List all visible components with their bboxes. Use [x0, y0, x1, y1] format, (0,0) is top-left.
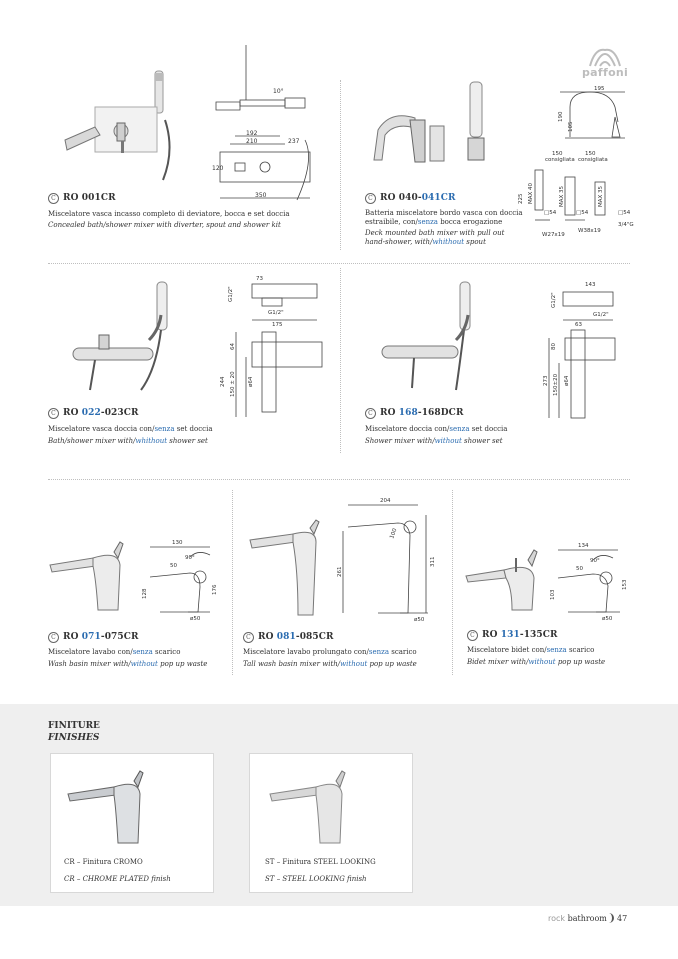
tech-drawing-ro081 [338, 495, 438, 625]
divider [340, 80, 341, 250]
dim-label: MAX 35 [598, 185, 604, 207]
product-photo-ro081 [248, 520, 328, 620]
product-code: C RO 131-135CR [467, 630, 558, 641]
product-desc-en: Deck mounted bath mixer with pull out hand-shower, with/whithout spout [365, 229, 505, 246]
dim-label: MAX 35 [559, 185, 565, 207]
finish-card-chrome [50, 753, 214, 893]
logo-mark-icon [580, 46, 630, 68]
finishes-title-en: FINISHES [48, 733, 100, 743]
divider [48, 479, 630, 480]
dim-label: ø50 [602, 616, 613, 622]
dim-label: 237 [288, 138, 300, 145]
finishes-title: FINITURE [48, 721, 100, 731]
dim-label: 90° [590, 558, 600, 564]
product-photo-ro001 [55, 65, 185, 185]
dim-label: 175 [272, 322, 283, 328]
dim-label: □54 [618, 210, 631, 216]
dim-label: W38x19 [578, 228, 601, 234]
chrome-finish-icon: C [48, 632, 59, 643]
product-desc-en: Tall wash basin mixer with/without pop up waste [243, 660, 417, 668]
dim-label: 261 [337, 566, 343, 577]
dim-label: G1/2" [228, 286, 234, 302]
page-number: 47 [617, 914, 628, 923]
product-code: C RO 001CR [48, 193, 116, 204]
product-photo-ro131 [464, 548, 549, 618]
product-desc-it: Miscelatore vasca incasso completo di deviatore, bocca e set doccia [48, 210, 290, 218]
dim-label: G1/2" [593, 312, 609, 318]
dim-label: 150 [552, 151, 563, 157]
dim-label: 130 [172, 540, 183, 546]
chrome-finish-icon: C [243, 632, 254, 643]
product-code: C RO 022-023CR [48, 408, 139, 419]
dim-label: 311 [430, 556, 436, 567]
finish-photo-steel [268, 769, 358, 849]
product-desc-it: Miscelatore vasca doccia con/senza set doccia [48, 425, 213, 433]
dim-label: W27x19 [542, 232, 565, 238]
dim-label: 190 [558, 111, 564, 122]
dim-label: 63 [575, 322, 582, 328]
dim-label: 50 [170, 563, 177, 569]
chrome-finish-icon: C [48, 193, 59, 204]
dim-label: 80 [551, 343, 557, 350]
product-desc-it: Miscelatore bidet con/senza scarico [467, 646, 595, 654]
finish-label-en: CR – CHROME PLATED finish [64, 875, 171, 883]
dim-label: 273 [543, 375, 549, 386]
tech-drawing-ro001 [210, 40, 320, 200]
product-desc-en: Shower mixer with/without shower set [365, 437, 503, 445]
product-desc-en: Concealed bath/shower mixer with diverter, spout and shower kit [48, 221, 281, 229]
product-desc-it: Miscelatore lavabo prolungato con/senza scarico [243, 648, 417, 656]
dim-label: 134 [578, 543, 589, 549]
dim-label: consigliata [578, 157, 608, 163]
dim-label: 195 [594, 86, 605, 92]
dim-label: 3/4"G [618, 222, 634, 228]
product-code: C RO 040-041CR [365, 193, 456, 204]
tech-drawing-ro071 [140, 537, 225, 622]
dim-label: 204 [380, 498, 391, 504]
dim-label: 210 [246, 138, 258, 145]
dim-label: ø64 [564, 375, 570, 386]
product-desc-it: Miscelatore lavabo con/senza scarico [48, 648, 181, 656]
product-code: C RO 168-168DCR [365, 408, 464, 419]
chrome-finish-icon: C [467, 630, 478, 641]
footer-separator-icon [609, 913, 614, 923]
dim-label: 100 [389, 527, 399, 540]
finish-photo-chrome [66, 769, 156, 849]
tech-drawing-ro168 [535, 278, 630, 423]
product-desc-it: Miscelatore doccia con/senza set doccia [365, 425, 508, 433]
dim-label: 176 [212, 584, 218, 595]
dim-label: 90° [185, 555, 195, 561]
brand-logo [580, 46, 630, 78]
divider [232, 490, 233, 675]
dim-label: ø50 [190, 616, 201, 622]
dim-label: 150 ± 20 [230, 371, 236, 397]
dim-label: 192 [246, 130, 258, 137]
product-photo-ro168 [378, 280, 488, 395]
dim-label: 10° [273, 88, 284, 95]
product-photo-ro040 [370, 80, 490, 175]
finish-label: CR – Finitura CROMO [64, 858, 143, 866]
dim-label: 103 [550, 589, 556, 600]
dim-label: ø64 [248, 376, 254, 387]
dim-label: 153 [622, 579, 628, 590]
page-footer [548, 913, 627, 923]
dim-label: 73 [256, 276, 263, 282]
logo-text: paffoni [582, 66, 629, 79]
dim-label: 105 [568, 121, 574, 132]
dim-label: G1/2" [551, 292, 557, 308]
finish-label-en: ST – STEEL LOOKING finish [265, 875, 367, 883]
dim-label: G1/2" [268, 310, 284, 316]
dim-label: 350 [255, 192, 267, 199]
dim-label: 50 [576, 566, 583, 572]
dim-label: 150 [585, 151, 596, 157]
chrome-finish-icon: C [365, 408, 376, 419]
dim-label: □54 [576, 210, 589, 216]
dim-label: ø50 [414, 617, 425, 623]
dim-label: 64 [230, 343, 236, 350]
dim-label: MAX 40 [528, 182, 534, 204]
dim-label: 244 [220, 376, 226, 387]
dim-label: 150±20 [553, 373, 559, 396]
chrome-finish-icon: C [48, 408, 59, 419]
product-photo-ro022 [65, 280, 185, 395]
dim-label: 225 [518, 193, 524, 204]
divider [48, 263, 630, 264]
divider [340, 268, 341, 453]
product-code: C RO 071-075CR [48, 632, 139, 643]
finish-label: ST – Finitura STEEL LOOKING [265, 858, 376, 866]
tech-drawing-ro022 [222, 272, 332, 422]
finish-card-steel [249, 753, 413, 893]
chrome-finish-icon: C [365, 193, 376, 204]
footer-section: bathroom [567, 914, 607, 923]
dim-label: □54 [544, 210, 557, 216]
dim-label: 143 [585, 282, 596, 288]
product-desc-en: Bath/shower mixer with/whithout shower set [48, 437, 208, 445]
product-code: C RO 081-085CR [243, 632, 334, 643]
footer-brand: rock [548, 914, 566, 923]
dim-label: 120 [212, 165, 224, 172]
dim-label: consigliata [545, 157, 575, 163]
product-desc-en: Wash basin mixer with/without pop up waste [48, 660, 208, 668]
product-desc-it: Batteria miscelatore bordo vasca con doccia estraibile, con/senza bocca erogazione [365, 209, 523, 226]
product-desc-en: Bidet mixer with/without pop up waste [467, 658, 606, 666]
product-photo-ro071 [48, 540, 133, 620]
tech-drawing-ro131 [548, 540, 633, 625]
finishes-section [0, 704, 678, 906]
dim-label: 128 [142, 588, 148, 599]
divider [452, 490, 453, 675]
